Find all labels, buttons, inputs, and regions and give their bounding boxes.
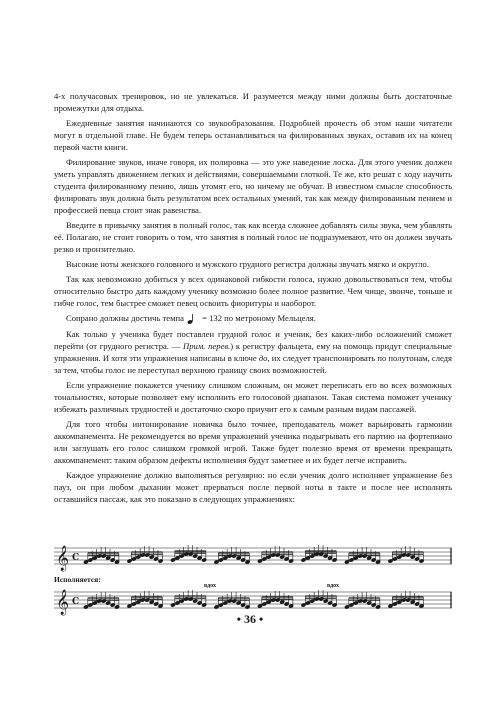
paragraph: Так как невозможно добиться у всех одинаковой гибкости голоса, нужно довольствоваться тем, чтобы относительно быстро дать каждому ученику возможно более полное развитие. Чем чище, звонче, тоньше и гибче голос, тем быстрее сможет певец освоить фиоритуры и наоборот. — [54, 274, 452, 308]
tempo-paragraph — [54, 312, 452, 325]
text-span: ) к регистру фальцета, ему на помощь придут специальные упражнения. И хотя эти упражнения написаны в ключе — [54, 341, 452, 364]
quarter-note-icon — [186, 313, 202, 325]
paragraph: Филирование звуков, иначе говоря, их полировка — это уже наведение лоска. Для этого ученик должен уметь управлять движением легких и действиями, совершаемыми глоткой. Те же, кто решат с ходу научить студента филированному пению, лишь утомят его, но ничему не обучат. В известном смысле способность филировать звук должна быть результатом всех остальных умений, так как между филированным пением и профессией певца стоит знак равенства. — [54, 157, 452, 215]
paragraph: Высокие ноты женского головного и мужского грудного регистра должны звучать мягко и округло. — [66, 259, 429, 269]
text-span: , их следует транспонировать по полутонам, следя за тем, чтобы голос не переступал верхнюю границу своих возможностей. — [54, 353, 453, 376]
svg-text:C: C — [72, 597, 80, 607]
music-staff-exercise — [54, 540, 452, 574]
paragraph: 4-х получасовых тренировок, но не увлекаться. И разумеется между ними должны быть достаточные промежутки для отдыха. — [54, 91, 452, 113]
svg-text:C: C — [72, 553, 80, 563]
paragraph: Если упражнение покажется ученику слишком сложным, он может переписать его во всех возможных тональностях, которые позволяет ему исполнить его голосовой диапазон. Такая система поможет ученику избежать различных трудностей и достаточно скоро приучит его к самым разным видам пассажей. — [54, 380, 452, 415]
tempo-mark: = 132 — [202, 313, 222, 323]
paragraph: Каждое упражнение должно выполняться регулярно: но если ученик долго исполняет упражнение без пауз, он при любом дыхании может прерваться после первой ноты в такте и после нее исполнять оставшийся пассаж, как это показано в следующих упражнениях: — [54, 470, 452, 505]
breath-mark: вдох — [204, 583, 216, 589]
translator-note: Прим. перев. — [183, 341, 231, 352]
paragraph: Введите в привычку занятия в полный голос, так как всегда сложнее добавлять силы звука, чем убавлять её. Полагаю, не стоит говорить о том, что занятия в полный голос не подразумевают, что он должен звучать резко и пронзительно. — [54, 220, 452, 254]
performed-label: Исполняется: — [54, 575, 101, 584]
text-span: Как только у ученика будет поставлен грудной голос и ученик, без каких-либо осложнений сможет перейти (от грудного регистра. — — [54, 329, 452, 352]
paragraph: Ежедневные занятия начинаются со звукообразования. Подробней прочесть об этом наши читатели могут в отдельной главе. Не будем теперь останавливаться на филированных звуках, оставив их на конец первой части книги. — [54, 118, 452, 152]
tempo-text-after: по метроному Мельцеля. — [224, 313, 316, 323]
tempo-text-before: Сопрано должны достичь темпа — [66, 313, 184, 323]
clef-word: до — [258, 353, 268, 364]
paragraph — [54, 328, 452, 376]
body-text — [54, 90, 452, 508]
paragraph: Для того чтобы интонирование новичка было точнее, преподаватель может варьировать гармонии аккомпанемента. Не рекомендуется во время упражнений ученика подыгрывать его партию на фортепиано или заглушать его голос слишком громкой игрой. Также будет полезно время от времени прекращать аккомпанемент: таким образом дефекты исполнения будут заметнее и их будет легче исправить. — [54, 419, 452, 466]
treble-clef-icon: 𝄞 — [56, 546, 70, 571]
breath-mark: вдох — [327, 583, 339, 589]
treble-clef-icon: 𝄞 — [56, 590, 70, 615]
page-number: • 36 • — [236, 612, 264, 626]
